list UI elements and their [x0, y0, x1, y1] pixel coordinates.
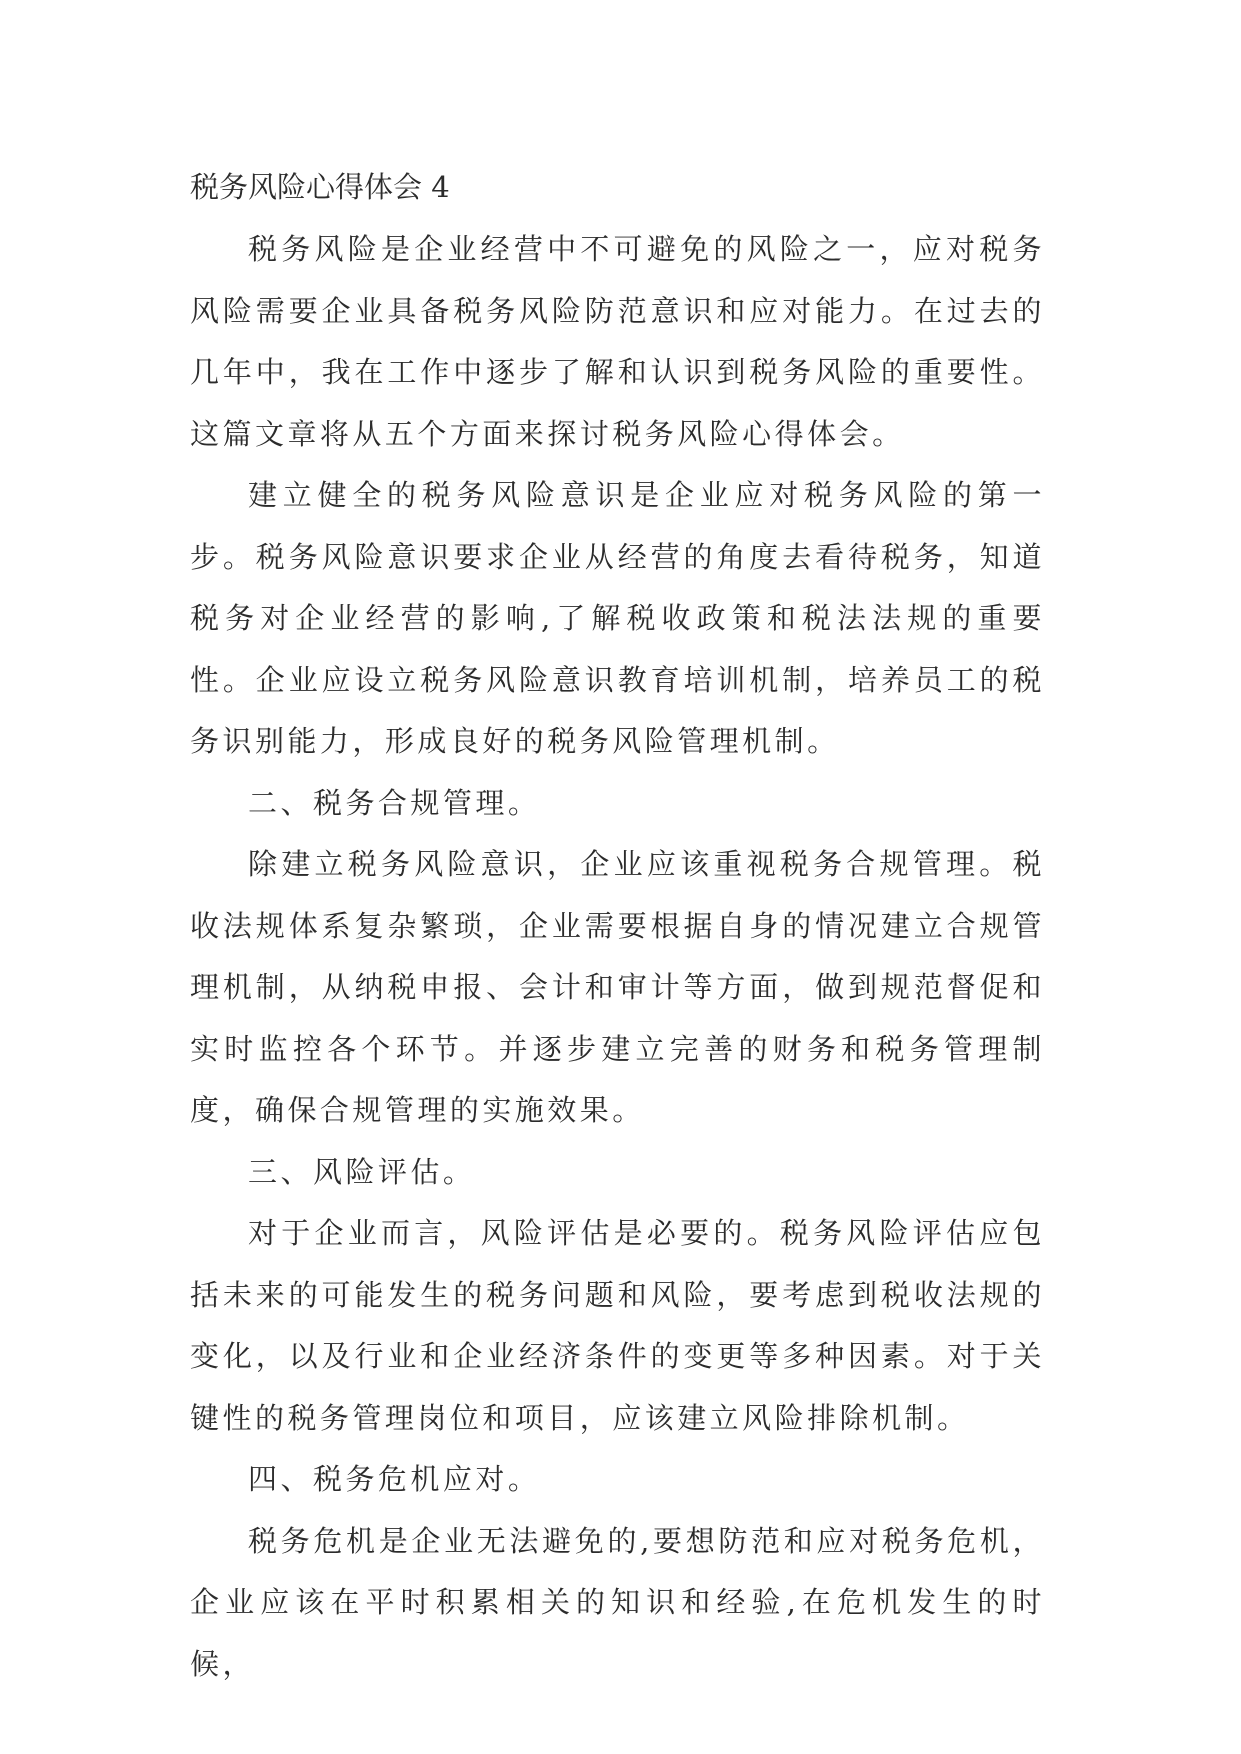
paragraph-risk-awareness: 建立健全的税务风险意识是企业应对税务风险的第一步。税务风险意识要求企业从经营的角度去看待税务，知道税务对企业经营的影响,了解税收政策和税法法规的重要性。企业应设立税务风险意识教育培训机制，培养员工的税务识别能力，形成良好的税务风险管理机制。: [190, 478, 1045, 758]
paragraph-intro: 税务风险是企业经营中不可避免的风险之一，应对税务风险需要企业具备税务风险防范意识和应对能力。在过去的几年中，我在工作中逐步了解和认识到税务风险的重要性。这篇文章将从五个方面来探讨税务风险心得体会。: [190, 232, 1045, 451]
section-heading-risk-assessment: 三、风险评估。: [248, 1154, 476, 1189]
paragraph-risk-assessment: 对于企业而言，风险评估是必要的。税务风险评估应包括未来的可能发生的税务问题和风险，要考虑到税收法规的变化，以及行业和企业经济条件的变更等多种因素。对于关键性的税务管理岗位和项目，应该建立风险排除机制。: [190, 1216, 1045, 1435]
section-heading-compliance: 二、税务合规管理。: [248, 785, 541, 820]
section-heading-crisis-response: 四、税务危机应对。: [248, 1462, 541, 1496]
document-title: 税务风险心得体会 4: [190, 170, 450, 204]
paragraph-crisis-response: 税务危机是企业无法避免的,要想防范和应对税务危机，企业应该在平时积累相关的知识和经验,在危机发生的时候，: [190, 1523, 1045, 1681]
document-body: [190, 155, 1045, 1695]
paragraph-compliance: 除建立税务风险意识，企业应该重视税务合规管理。税收法规体系复杂繁琐，企业需要根据自身的情况建立合规管理机制，从纳税申报、会计和审计等方面，做到规范督促和实时监控各个环节。并逐步建立完善的财务和税务管理制度，确保合规管理的实施效果。: [190, 847, 1045, 1127]
